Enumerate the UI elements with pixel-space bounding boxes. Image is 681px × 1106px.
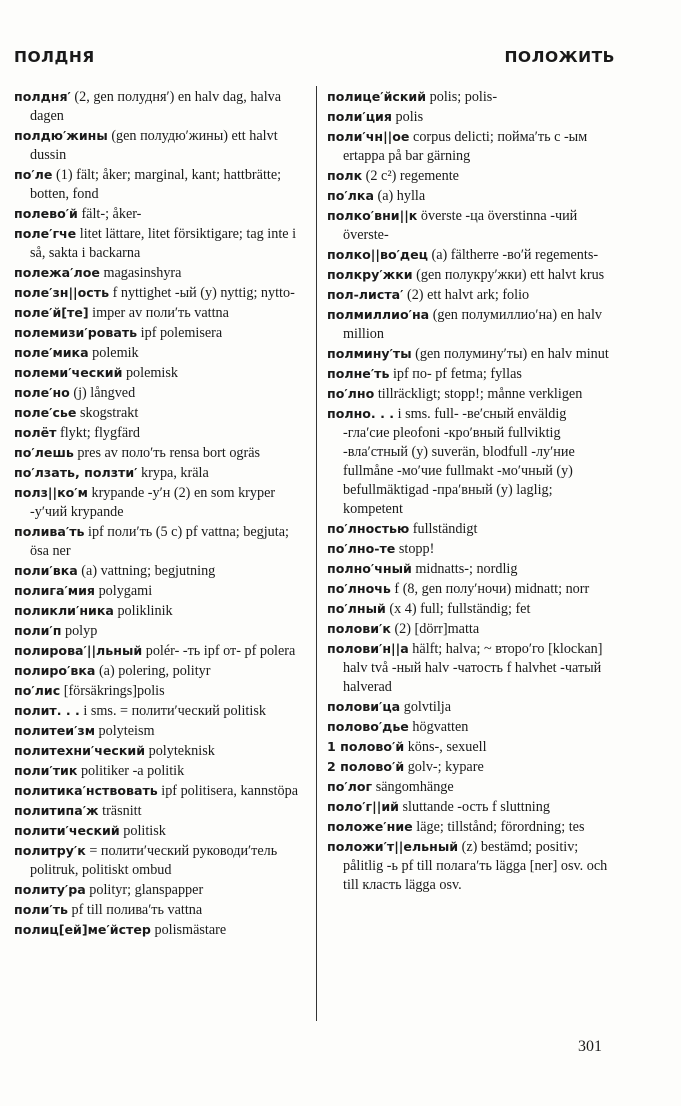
entry-headword: полне′ть	[327, 366, 390, 381]
entry-definition: ipf поли′ть (5 c) pf vattna; begjuta; ösa ner	[30, 524, 289, 559]
entry-definition: poliklinik	[113, 603, 173, 619]
entry-definition: politisk	[119, 823, 166, 839]
dictionary-entry	[14, 126, 304, 165]
entry-definition: (gen полумиллио′на) en halv million	[343, 307, 602, 342]
entry-definition: polis	[391, 109, 424, 125]
dictionary-entry	[14, 443, 304, 463]
entry-definition: polyteknisk	[145, 743, 215, 759]
entry-headword: поле′й[те]	[14, 305, 89, 320]
dictionary-entry	[14, 761, 304, 781]
entry-headword: полива′ть	[14, 524, 85, 539]
entry-headword: по′лка	[327, 188, 374, 203]
dictionary-entry	[327, 559, 614, 579]
entry-headword: поликли′ника	[14, 603, 114, 618]
dictionary-entry	[327, 777, 614, 797]
dictionary-entry	[327, 245, 614, 265]
dictionary-entry	[14, 522, 304, 561]
entry-definition: polemik	[88, 345, 139, 361]
entry-definition: läge; tillstånd; förordning; tes	[412, 819, 585, 835]
entry-headword: поли′ция	[327, 109, 392, 124]
entry-definition: (gen полудю′жины) ett halvt dussin	[30, 128, 278, 163]
entry-definition: (a) fältherre -во′й regements-	[427, 247, 599, 263]
entry-headword: 1 полово′й	[327, 739, 405, 754]
dictionary-entry	[327, 344, 614, 364]
entry-definition: ipf polemisera	[137, 325, 223, 341]
entry-definition: i sms. full- -ве′сный enväldig -гла′сие pleofoni -кро′вный fullviktig -вла′стный (y) suverän, blodfull -лу′ние fullmåne -мо′чие fullmakt -мо′чный (y) befullmäktigad -пра′вный (y) laglig; kompetent	[343, 406, 575, 517]
running-header-right: ПОЛОЖИТЬ	[504, 48, 615, 66]
dictionary-entry	[14, 681, 304, 701]
entry-definition: politiker -а politik	[77, 763, 185, 779]
dictionary-entry	[327, 305, 614, 344]
entry-definition: (a) vattning; begjutning	[77, 563, 216, 579]
entry-headword: полит. . .	[14, 703, 80, 718]
dictionary-entry	[327, 639, 614, 697]
dictionary-entry	[327, 717, 614, 737]
dictionary-entry	[327, 127, 614, 166]
entry-definition: polemisk	[122, 365, 178, 381]
entry-headword: по′лог	[327, 779, 373, 794]
entry-headword: полити′ческий	[14, 823, 120, 838]
dictionary-entry	[14, 701, 304, 721]
dictionary-entry	[327, 107, 614, 127]
dictionary-entry	[14, 641, 304, 661]
dictionary-entry	[14, 821, 304, 841]
entry-headword: полко′вни||к	[327, 208, 418, 223]
entry-headword: полкру′жки	[327, 267, 413, 282]
entry-headword: поли′вка	[14, 563, 78, 578]
dictionary-entry	[14, 383, 304, 403]
entry-definition: (gen полумину′ты) en halv minut	[411, 346, 609, 362]
entry-definition: golvtilja	[400, 699, 452, 715]
entry-definition: tillräckligt; stopp!; månne verkligen	[374, 386, 583, 402]
entry-headword: полига′мия	[14, 583, 96, 598]
entry-headword: полк	[327, 168, 363, 183]
entry-definition: f (8, gen полу′ночи) midnatt; norr	[390, 581, 590, 597]
running-header-left: ПОЛДНЯ	[14, 48, 95, 66]
dictionary-entry	[327, 364, 614, 384]
dictionary-entry	[327, 737, 614, 757]
dictionary-entry	[14, 581, 304, 601]
entry-definition: sluttande -ость f sluttning	[398, 799, 550, 815]
dictionary-entry	[14, 263, 304, 283]
entry-headword: полежа′лое	[14, 265, 100, 280]
entry-headword: поли′чн||ое	[327, 129, 410, 144]
dictionary-entry	[327, 579, 614, 599]
dictionary-entry	[327, 206, 614, 245]
dictionary-entry	[14, 661, 304, 681]
entry-definition: golv-; kypare	[404, 759, 484, 775]
dictionary-entry	[14, 781, 304, 801]
entry-headword: по′лночь	[327, 581, 391, 596]
entry-definition: litet lättare, litet försiktigare; tag inte i så, sakta i backarna	[30, 226, 297, 261]
entry-headword: политеи′зм	[14, 723, 95, 738]
entry-headword: полно. . .	[327, 406, 395, 421]
dictionary-entry	[14, 483, 304, 522]
dictionary-entry	[14, 561, 304, 581]
entry-headword: полдня′	[14, 89, 71, 104]
left-column	[14, 87, 304, 940]
entry-headword: полемизи′ровать	[14, 325, 138, 340]
entry-definition: (1) fält; åker; marginal, kant; hattbrätte; botten, fond	[30, 167, 282, 202]
dictionary-entry	[14, 87, 304, 126]
entry-headword: по′лешь	[14, 445, 74, 460]
entry-headword: политехни′ческий	[14, 743, 146, 758]
dictionary-entry	[14, 303, 304, 323]
dictionary-entry	[14, 343, 304, 363]
dictionary-entry	[327, 599, 614, 619]
entry-headword: полирова′||льный	[14, 643, 143, 658]
entry-headword: полице′йский	[327, 89, 427, 104]
entry-headword: поле′гче	[14, 226, 77, 241]
dictionary-entry	[14, 463, 304, 483]
dictionary-entry	[14, 423, 304, 443]
entry-definition: skogstrakt	[76, 405, 139, 421]
entry-definition: midnatts-; nordlig	[411, 561, 518, 577]
entry-headword: пол-листа′	[327, 287, 404, 302]
entry-headword: полмину′ты	[327, 346, 412, 361]
right-column	[327, 87, 614, 895]
entry-headword: полеми′ческий	[14, 365, 123, 380]
entry-definition: magasinshyra	[99, 265, 182, 281]
dictionary-entry	[14, 900, 304, 920]
entry-headword: полёт	[14, 425, 57, 440]
dictionary-entry	[327, 539, 614, 559]
entry-definition: = полити′ческий руководи′тель politruk, politiskt ombud	[30, 843, 278, 878]
entry-headword: 2 полово′й	[327, 759, 405, 774]
entry-headword: положи′т||ельный	[327, 839, 459, 854]
entry-headword: полдю′жины	[14, 128, 108, 143]
entry-headword: полиро′вка	[14, 663, 96, 678]
entry-definition: polygami	[95, 583, 153, 599]
entry-definition: ipf politisera, kannstöpa	[157, 783, 298, 799]
dictionary-entry	[327, 285, 614, 305]
entry-definition: polyteism	[95, 723, 155, 739]
dictionary-entry	[14, 841, 304, 880]
dictionary-entry	[14, 920, 304, 940]
entry-definition: pf till полива′ть vattna	[68, 902, 203, 918]
entry-headword: по′лный	[327, 601, 386, 616]
entry-definition: (2, gen полудня′) en halv dag, halva dagen	[30, 89, 282, 124]
dictionary-entry	[14, 601, 304, 621]
entry-definition: i sms. = полити′ческий politisk	[79, 703, 266, 719]
entry-definition: (j) långved	[69, 385, 136, 401]
dictionary-entry	[327, 619, 614, 639]
entry-headword: по′лностью	[327, 521, 410, 536]
entry-definition: imper av поли′ть vattna	[88, 305, 229, 321]
dictionary-entry	[14, 323, 304, 343]
entry-definition: stopp!	[395, 541, 435, 557]
entry-headword: положе′ние	[327, 819, 413, 834]
dictionary-entry	[327, 384, 614, 404]
entry-headword: полно′чный	[327, 561, 412, 576]
entry-headword: политру′к	[14, 843, 86, 858]
entry-definition: flykt; flygfärd	[56, 425, 140, 441]
entry-definition: (a) polering, polityr	[95, 663, 211, 679]
dictionary-entry	[327, 265, 614, 285]
entry-definition: polis; polis-	[426, 89, 498, 105]
entry-definition: polismästare	[150, 922, 227, 938]
entry-headword: полови′н||а	[327, 641, 409, 656]
entry-headword: полови′ца	[327, 699, 401, 714]
entry-headword: поле′мика	[14, 345, 89, 360]
dictionary-entry	[327, 404, 614, 519]
dictionary-entry	[14, 283, 304, 303]
entry-headword: полз||ко′м	[14, 485, 88, 500]
entry-definition: överste -ца överstinna -чий överste-	[343, 208, 578, 243]
entry-headword: поле′сье	[14, 405, 77, 420]
column-divider	[316, 86, 317, 1021]
entry-definition: (x 4) full; fullständig; fet	[385, 601, 531, 617]
entry-definition: ipf по- pf fetma; fyllas	[389, 366, 522, 382]
entry-headword: полево′й	[14, 206, 78, 221]
entry-definition: hälft; halva; ~ второ′го [klockan] halv två -ный halv -чатость f halvhet -чатый halverad	[343, 641, 603, 695]
entry-headword: поле′но	[14, 385, 70, 400]
entry-definition: [försäkrings]polis	[60, 683, 165, 699]
dictionary-entry	[327, 697, 614, 717]
entry-headword: поло′г||ий	[327, 799, 399, 814]
dictionary-entry	[14, 204, 304, 224]
entry-headword: по′ле	[14, 167, 53, 182]
entry-headword: по′лзать, ползти′	[14, 465, 138, 480]
entry-headword: полко||во′дец	[327, 247, 428, 262]
entry-definition: fält-; åker-	[77, 206, 142, 222]
entry-definition: corpus delicti; пойма′ть с -ым ertappa på bar gärning	[343, 129, 588, 164]
entry-definition: krypa, kräla	[137, 465, 209, 481]
dictionary-entry	[327, 186, 614, 206]
entry-definition: (2 c²) regemente	[362, 168, 459, 184]
entry-definition: krypande -у′н (2) en som kryper -у′чий krypande	[30, 485, 276, 520]
dictionary-entry	[327, 797, 614, 817]
entry-definition: sängomhänge	[372, 779, 454, 795]
dictionary-entry	[327, 519, 614, 539]
entry-definition: (gen полукру′жки) ett halvt krus	[412, 267, 605, 283]
entry-definition: högvatten	[408, 719, 469, 735]
entry-headword: поли′ть	[14, 902, 68, 917]
entry-definition: polityr; glanspapper	[85, 882, 204, 898]
dictionary-entry	[327, 817, 614, 837]
entry-definition: pres av поло′ть rensa bort ogräs	[73, 445, 261, 461]
entry-definition: fullständigt	[409, 521, 478, 537]
entry-definition: köns-, sexuell	[404, 739, 487, 755]
entry-headword: поли′тик	[14, 763, 78, 778]
entry-definition: (z) bestämd; positiv; pålitlig -ь pf till полага′ть lägga [ner] osv. och till класть lägga osv.	[343, 839, 608, 893]
entry-headword: по′лис	[14, 683, 61, 698]
page-number: 301	[578, 1038, 602, 1055]
entry-headword: по′лно-те	[327, 541, 396, 556]
dictionary-entry	[14, 165, 304, 204]
entry-definition: träsnitt	[98, 803, 142, 819]
dictionary-entry	[327, 757, 614, 777]
dictionary-entry	[327, 166, 614, 186]
entry-definition: (2) ett halvt ark; folio	[403, 287, 530, 303]
entry-headword: полмиллио′на	[327, 307, 430, 322]
dictionary-entry	[14, 880, 304, 900]
entry-headword: полово′дье	[327, 719, 409, 734]
entry-definition: polyp	[61, 623, 98, 639]
dictionary-entry	[14, 621, 304, 641]
dictionary-entry	[327, 87, 614, 107]
entry-headword: политика′нствовать	[14, 783, 158, 798]
entry-headword: поли′п	[14, 623, 62, 638]
entry-definition: polér- -ть ipf от- pf polera	[142, 643, 296, 659]
dictionary-entry	[14, 363, 304, 383]
entry-definition: (a) hylla	[373, 188, 426, 204]
dictionary-entry	[14, 224, 304, 263]
dictionary-entry	[327, 837, 614, 895]
entry-headword: полиц[ей]ме′йстер	[14, 922, 151, 937]
dictionary-entry	[14, 721, 304, 741]
entry-headword: политипа′ж	[14, 803, 99, 818]
entry-headword: поле′зн||ость	[14, 285, 110, 300]
dictionary-entry	[14, 403, 304, 423]
entry-headword: политу′ра	[14, 882, 86, 897]
entry-headword: по′лно	[327, 386, 375, 401]
entry-headword: полови′к	[327, 621, 391, 636]
entry-definition: f nyttighet -ый (y) nyttig; nytto-	[109, 285, 295, 301]
dictionary-entry	[14, 801, 304, 821]
entry-definition: (2) [dörr]matta	[390, 621, 480, 637]
dictionary-entry	[14, 741, 304, 761]
